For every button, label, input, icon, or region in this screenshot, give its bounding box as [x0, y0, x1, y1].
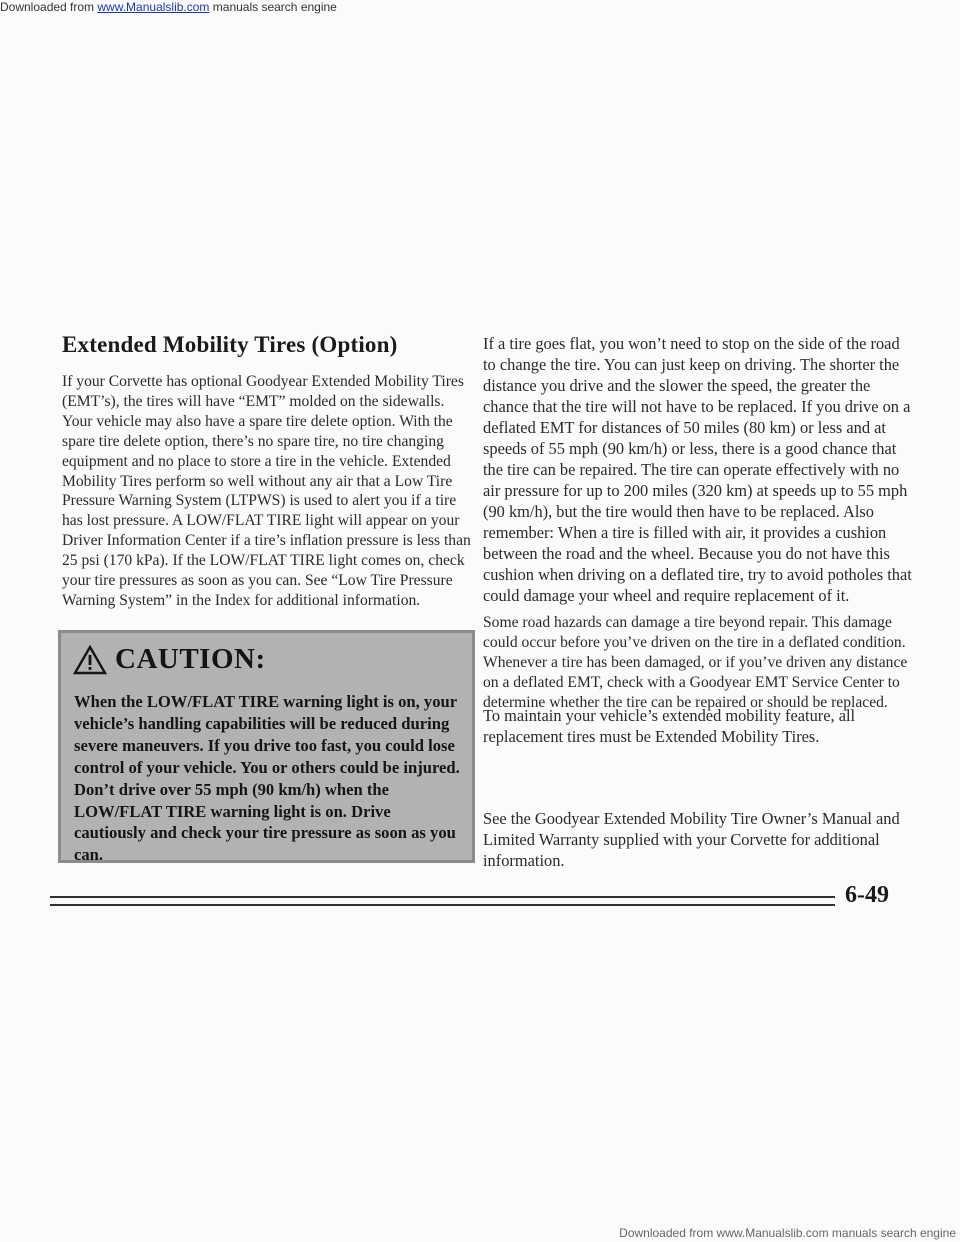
flat-tire-paragraph: If a tire goes flat, you won’t need to stop on the side of the road to change the tire. You can just keep on driving. The shorter the distance you drive and the slower the speed, the greater the chance that the tire will not have to be replaced. If you drive on a deflated EMT for distances of 50 miles (80 km) or less and at speeds of 55 mph (90 km/h) or less, there is a good chance that the tire can be repaired. The tire can operate effectively with no air pressure for up to 200 miles (320 km) at speeds up to 55 mph (90 km/h), but the tire would then have to be replaced. Also remember: When a tire is filled with air, it provides a cushion between the road and the wheel. Because you do not have this cushion when driving on a deflated tire, try to avoid potholes that could damage your wheel and require replacement of it. — [483, 334, 912, 605]
caution-box — [58, 630, 475, 863]
caution-title — [73, 643, 266, 676]
watermark-prefix: Downloaded from — [0, 0, 98, 14]
bottom-watermark: Downloaded from www.Manualslib.com manuals search engine — [619, 1226, 956, 1240]
caution-label: CAUTION: — [115, 643, 266, 675]
section-heading: Extended Mobility Tires (Option) — [62, 332, 398, 357]
download-watermark — [0, 0, 337, 14]
watermark-suffix: manuals search engine — [209, 0, 337, 14]
caution-body: When the LOW/FLAT TIRE warning light is on, your vehicle’s handling capabilities will be reduced during severe maneuvers. If you drive too fast, you could lose control of your vehicle. You or others could be injured. Don’t drive over 55 mph (90 km/h) when the LOW/FLAT TIRE warning light is on. Drive cautiously and check your tire pressure as soon as you can. — [74, 692, 460, 865]
warranty-paragraph: See the Goodyear Extended Mobility Tire Owner’s Manual and Limited Warranty supplied with your Corvette for additional information. — [483, 809, 900, 870]
intro-paragraph: If your Corvette has optional Goodyear Extended Mobility Tires (EMT’s), the tires will have “EMT” molded on the sidewalls. Your vehicle may also have a spare tire delete option. With the spare tire delete option, there’s no spare tire, no tire changing equipment and no place to store a tire in the vehicle. Extended Mobility Tires perform so well without any air that a Low Tire Pressure Warning System (LTPWS) is used to alert you if a tire has lost pressure. A LOW/FLAT TIRE light will appear on your Driver Information Center if a tire’s inflation pressure is less than 25 psi (170 kPa). If the LOW/FLAT TIRE light comes on, check your tire pressures as soon as you can. See “Low Tire Pressure Warning System” in the Index for additional information. — [62, 373, 471, 609]
manualslib-link[interactable]: www.Manualslib.com — [97, 0, 210, 14]
road-hazard-paragraph: Some road hazards can damage a tire beyond repair. This damage could occur before you’ve driven on the tire in a deflated condition. Whenever a tire has been damaged, or if you’ve driven any distance on a deflated EMT, check with a Goodyear EMT Service Center to determine whether the tire can be repaired or should be replaced. — [483, 614, 908, 711]
page-number: 6-49 — [845, 882, 889, 908]
replacement-paragraph: To maintain your vehicle’s extended mobility feature, all replacement tires must be Extended Mobility Tires. — [483, 706, 856, 746]
footer-rule — [50, 896, 835, 906]
warning-triangle-icon — [73, 645, 107, 675]
